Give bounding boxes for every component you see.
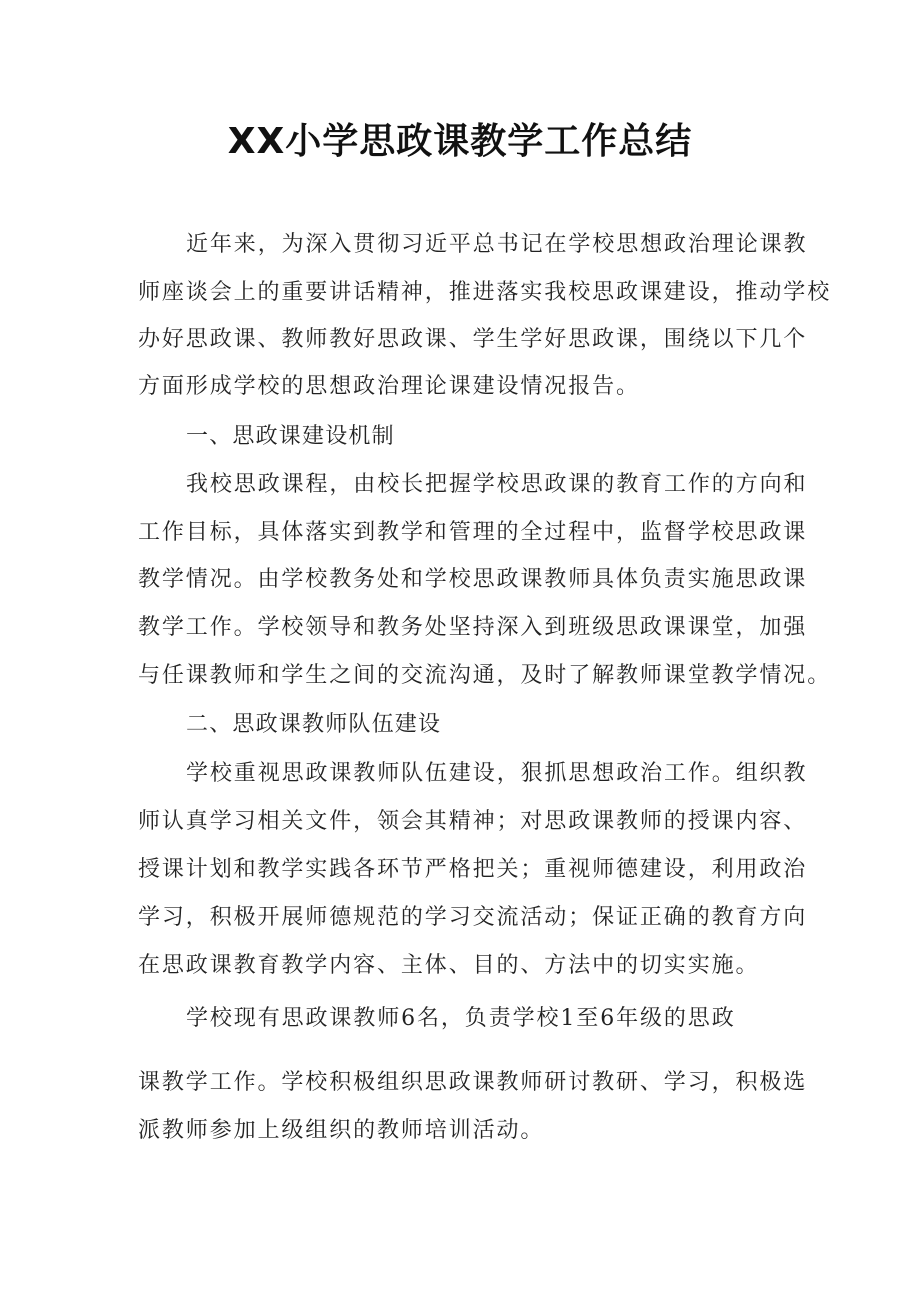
paragraph-line: 办好思政课、教师教好思政课、学生学好思政课，围绕以下几个 xyxy=(138,327,808,352)
paragraph-line: 我校思政课程，由校长把握学校思政课的教育工作的方向和 xyxy=(186,472,808,497)
paragraph-line: 工作目标，具体落实到教学和管理的全过程中，监督学校思政课 xyxy=(138,520,808,545)
paragraph-line: 派教师参加上级组织的教师培训活动。 xyxy=(138,1118,545,1143)
paragraph-line: 与任课教师和学生之间的交流沟通，及时了解教师课堂教学情况。 xyxy=(138,663,832,688)
paragraph-line: 学校现有思政课教师6名，负责学校1至6年级的思政 xyxy=(186,1006,736,1031)
paragraph-line: 学校重视思政课教师队伍建设，狠抓思想政治工作。组织教 xyxy=(186,761,808,786)
paragraph-line: 课教学工作。学校积极组织思政课教师研讨教研、学习，积极选 xyxy=(138,1070,808,1095)
paragraph-line: 师认真学习相关文件，领会其精神；对思政课教师的授课内容、 xyxy=(138,809,808,834)
paragraph-line: 方面形成学校的思想政治理论课建设情况报告。 xyxy=(138,374,640,399)
paragraph-line: 教学情况。由学校教务处和学校思政课教师具体负责实施思政课 xyxy=(138,567,808,592)
paragraph-line: 在思政课教育教学内容、主体、目的、方法中的切实实施。 xyxy=(138,953,760,978)
paragraph-line: 教学工作。学校领导和教务处坚持深入到班级思政课课堂，加强 xyxy=(138,615,808,640)
paragraph-line: 近年来，为深入贯彻习近平总书记在学校思想政治理论课教 xyxy=(186,232,808,257)
document-title: XX小学思政课教学工作总结 xyxy=(227,121,693,162)
section-heading-2: 二、思政课教师队伍建设 xyxy=(186,712,442,737)
paragraph-line: 授课计划和教学实践各环节严格把关；重视师德建设，利用政治 xyxy=(138,857,808,882)
paragraph-line: 学习，积极开展师德规范的学习交流活动；保证正确的教育方向 xyxy=(138,905,808,930)
paragraph-line: 师座谈会上的重要讲话精神，推进落实我校思政课建设，推动学校 xyxy=(138,280,832,305)
section-heading-1: 一、思政课建设机制 xyxy=(186,424,395,449)
